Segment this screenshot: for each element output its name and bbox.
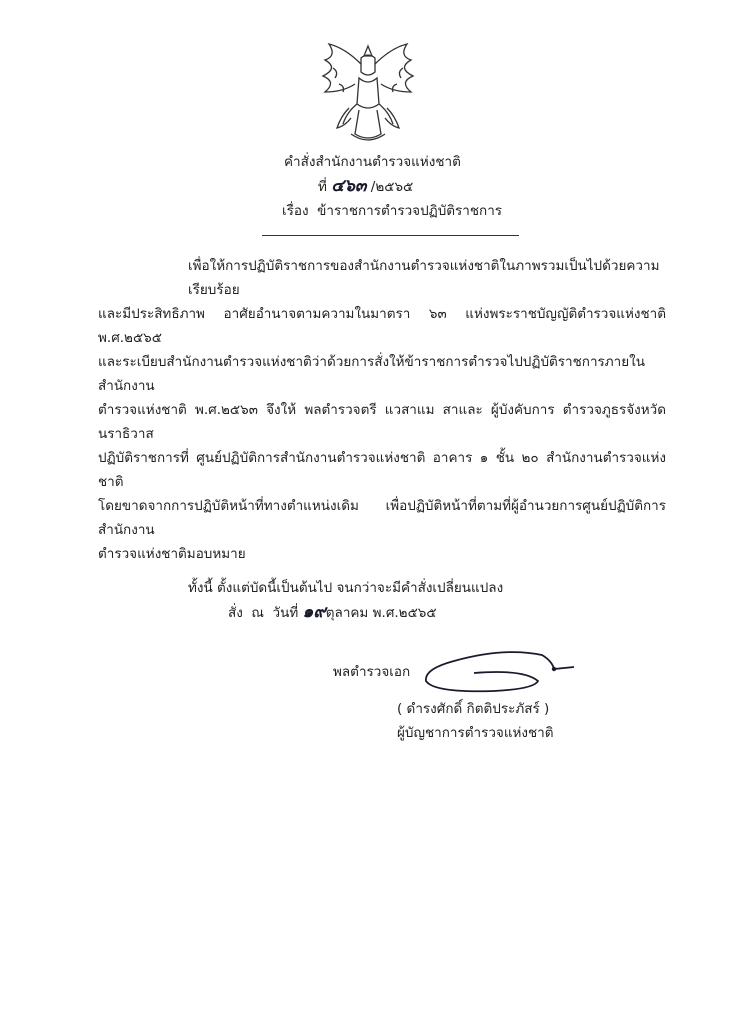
signer-rank: พลตำรวจเอก [333,664,411,680]
garuda-emblem [315,38,421,148]
order-title: คำสั่งสำนักงานตำรวจแห่งชาติ [284,154,461,170]
body-line-7: ตำรวจแห่งชาติมอบหมาย [98,546,246,562]
signature-block [98,647,666,745]
signer-name: ( ดำรงศักดิ์ กิตติประภัสร์ ) [397,701,550,717]
body-line-2: และมีประสิทธิภาพ อาศัยอำนาจตามความในมาตรา ๖๓ แห่งพระราชบัญญัติตำรวจแห่งชาติ พ.ศ.๒๕๖๕ [98,306,666,346]
subject-label: เรื่อง [282,203,309,219]
order-date [98,600,666,625]
order-number-handwritten: ๔๖๓ [331,176,367,196]
signer-position: ผู้บัญชาการตำรวจแห่งชาติ [397,725,554,741]
emblem-area [70,38,666,150]
order-header [258,150,678,223]
signature-row [333,647,666,697]
order-number-prefix: ที่ [318,179,327,195]
effective-clause: ทั้งนี้ ตั้งแต่บัดนี้เป็นต้นไป จนกว่าจะมีคำสั่งเปลี่ยนแปลง [188,580,504,596]
order-subject [258,199,678,223]
order-body [98,254,666,566]
subject-text: ข้าราชการตำรวจปฏิบัติราชการ [317,203,503,219]
body-line-6: โดยขาดจากการปฏิบัติหน้าที่ทางตำแหน่งเดิม เพื่อปฏิบัติหน้าที่ตามที่ผู้อำนวยการศูนย์ปฏิบัติการสำนักงาน [98,498,666,538]
header-divider [262,235,519,236]
body-line-1: เพื่อให้การปฏิบัติราชการของสำนักงานตำรวจแห่งชาติในภาพรวมเป็นไปด้วยความเรียบร้อย [188,258,660,298]
date-rest: ตุลาคม พ.ศ.๒๕๖๕ [325,605,437,621]
handwritten-signature [414,647,584,697]
body-line-3: และระเบียบสำนักงานตำรวจแห่งชาติว่าด้วยการสั่งให้ข้าราชการตำรวจไปปฏิบัติราชการภายในสำนักงาน [98,354,645,394]
body-line-4: ตำรวจแห่งชาติ พ.ศ.๒๕๖๓ จึงให้ พลตำรวจตรี แวสาแม สาและ ผู้บังคับการ ตำรวจภูธรจังหวัดนราธิวาส [98,402,666,442]
date-day-handwritten: ๑๙ [302,602,326,622]
order-number-year: /๒๕๖๕ [370,179,414,195]
body-line-5: ปฏิบัติราชการที่ ศูนย์ปฏิบัติการสำนักงานตำรวจแห่งชาติ อาคาร ๑ ชั้น ๒๐ สำนักงานตำรวจแห่งชาติ [98,450,666,490]
date-prefix: สั่ง ณ วันที่ [228,605,299,621]
order-number [258,174,678,199]
